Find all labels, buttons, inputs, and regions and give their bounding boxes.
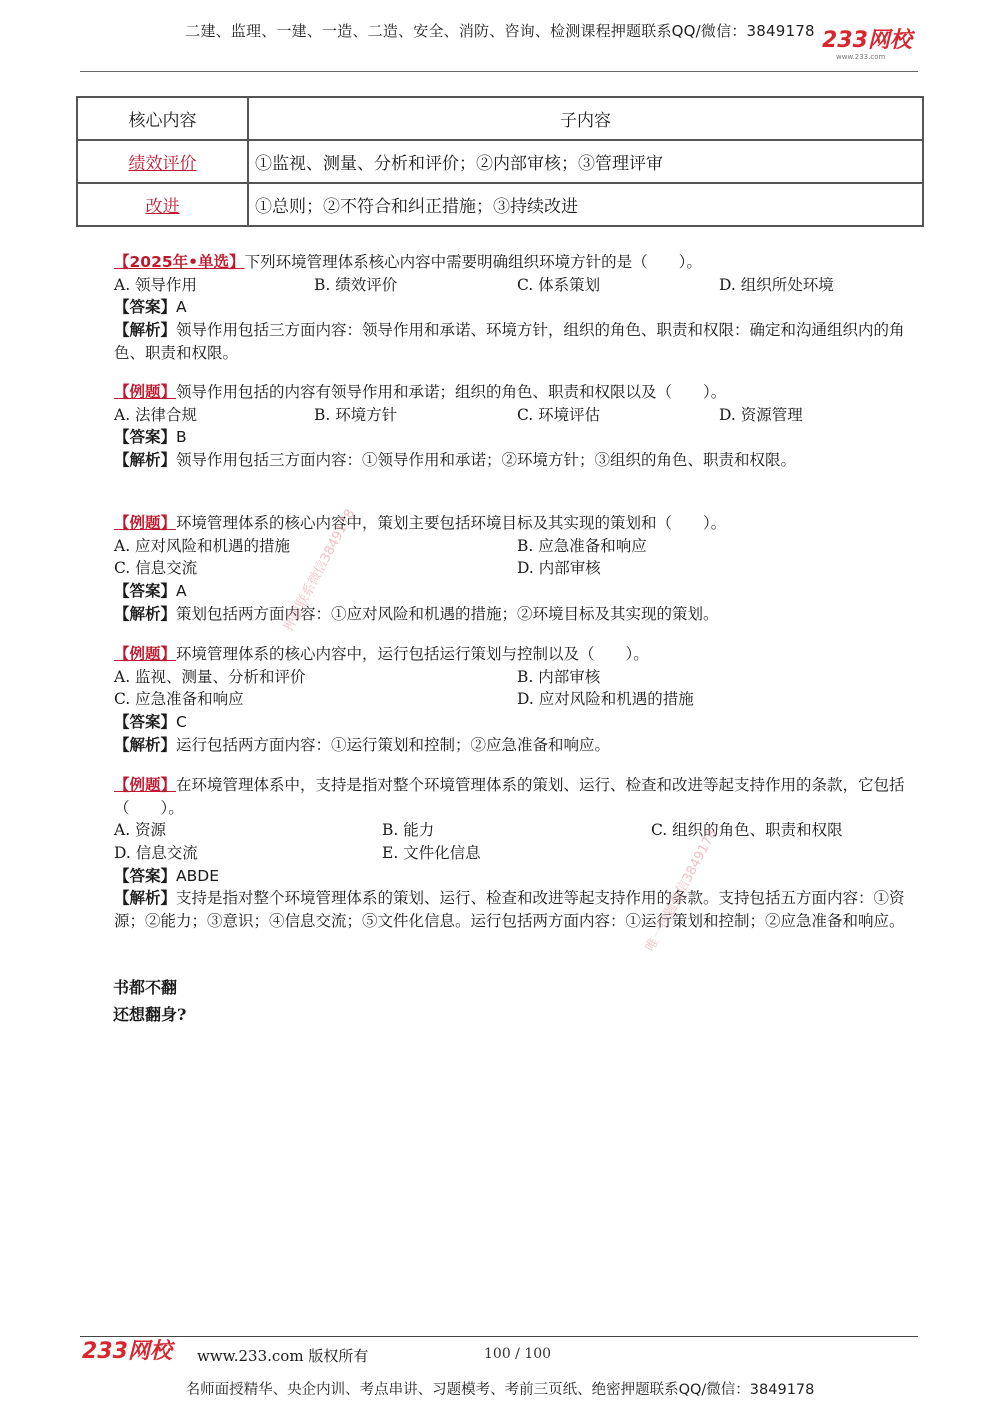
option: C. 信息交流 — [114, 559, 198, 578]
answer-value: ABDE — [176, 866, 219, 885]
watermark-text: 押题联系微信3849178 — [281, 506, 359, 634]
option: B. 能力 — [382, 821, 435, 840]
question-tag: 【例题】 — [114, 644, 177, 663]
answer-value: A — [176, 298, 187, 317]
option: A. 应对风险和机遇的措施 — [114, 536, 291, 555]
analysis-label: 【解析】 — [114, 320, 177, 340]
footer-logo: 233网校 — [82, 1339, 172, 1364]
option: D. 组织所处环境 — [719, 275, 834, 294]
options-row — [78, 688, 923, 711]
options-row — [78, 274, 923, 297]
question-tag: 【2025年•单选】 — [114, 253, 245, 271]
options-row — [78, 666, 923, 689]
table-header-row — [77, 97, 923, 140]
options-row — [78, 557, 923, 580]
brand-logo-url: www.233.com — [836, 53, 886, 61]
options-row — [78, 535, 923, 558]
footer-contact-text: 名师面授精华、央企内训、考点串讲、习题模考、考前三页纸、绝密押题联系QQ/微信：3849178 — [185, 1382, 815, 1398]
option: C. 组织的角色、职责和权限 — [651, 821, 843, 840]
footer-copyright: www.233.com 版权所有 — [197, 1347, 369, 1365]
analysis-label: 【解析】 — [114, 734, 177, 754]
answer-label: 【答案】 — [114, 712, 177, 732]
answer-value: B — [176, 428, 187, 447]
table-header-cell: 子内容 — [248, 97, 923, 140]
table-key-cell — [77, 183, 248, 226]
key-link[interactable]: 绩效评价 — [128, 154, 197, 174]
analysis-text: 支持是指对整个环境管理体系的策划、运行、检查和改进等起支持作用的条款。支持包括五方面内容：①资源；②能力；③意识；④信息交流；⑤文件化信息。运行包括两方面内容：①运行策划和控制；②应急准备和响应。 — [114, 889, 905, 931]
option: D. 应对风险和机遇的措施 — [517, 690, 694, 709]
core-content-table — [76, 96, 924, 227]
option: D. 内部审核 — [517, 559, 601, 578]
question-stem: 环境管理体系的核心内容中，运行包括运行策划与控制以及（ ）。 — [176, 645, 649, 663]
header-contact-text: 二建、监理、一建、一造、二造、安全、消防、咨询、检测课程押题联系QQ/微信：3849178 — [185, 22, 815, 40]
table-header-cell: 核心内容 — [77, 97, 248, 140]
question-tag: 【例题】 — [114, 775, 177, 794]
table-row — [77, 140, 923, 183]
question-block — [78, 774, 923, 933]
analysis-label: 【解析】 — [114, 603, 177, 623]
table-key-cell — [77, 140, 248, 183]
watermark-text: 唯一押题微信3849178 — [643, 826, 721, 954]
answer-label: 【答案】 — [114, 581, 177, 601]
analysis-text: 运行包括两方面内容：①运行策划和控制；②应急准备和响应。 — [176, 735, 611, 754]
analysis-label: 【解析】 — [114, 888, 177, 908]
answer-label: 【答案】 — [114, 865, 177, 885]
option: A. 监视、测量、分析和评价 — [114, 667, 306, 686]
option: C. 环境评估 — [517, 405, 601, 424]
key-link[interactable]: 改进 — [145, 197, 180, 217]
question-block — [78, 251, 923, 365]
option: B. 内部审核 — [517, 667, 601, 686]
options-row — [78, 842, 923, 865]
answer-label: 【答案】 — [114, 297, 177, 317]
option: D. 资源管理 — [719, 405, 803, 424]
options-row — [78, 404, 923, 427]
option: C. 应急准备和响应 — [114, 690, 244, 709]
answer-value: C — [176, 713, 187, 732]
question-block — [78, 512, 923, 625]
analysis-text: 领导作用包括三方面内容：领导作用和承诺、环境方针，组织的角色、职责和权限：确定和沟通组织内的角色、职责和权限。 — [114, 321, 905, 362]
question-stem: 环境管理体系的核心内容中，策划主要包括环境目标及其实现的策划和（ ）。 — [176, 514, 727, 532]
slogan-line: 书都不翻 — [113, 978, 178, 997]
option: B. 应急准备和响应 — [517, 536, 647, 555]
page-number: 100 / 100 — [484, 1346, 552, 1362]
question-block — [78, 381, 923, 472]
question-tag: 【例题】 — [114, 513, 177, 532]
question-stem: 在环境管理体系中，支持是指对整个环境管理体系的策划、运行、检查和改进等起支持作用的条款，它包括（ ）。 — [114, 776, 905, 817]
option: A. 领导作用 — [114, 275, 198, 294]
option: B. 绩效评价 — [314, 275, 398, 294]
table-row — [77, 183, 923, 226]
brand-logo: 233网校 — [822, 28, 912, 53]
answer-value: A — [176, 582, 187, 601]
footer-divider — [80, 1336, 918, 1337]
question-block — [78, 643, 923, 756]
analysis-text: 领导作用包括三方面内容：①领导作用和承诺；②环境方针；③组织的角色、职责和权限。 — [176, 451, 797, 470]
table-value-cell: ①监视、测量、分析和评价；②内部审核；③管理评审 — [248, 140, 923, 183]
question-stem: 领导作用包括的内容有领导作用和承诺；组织的角色、职责和权限以及（ ）。 — [176, 383, 727, 401]
analysis-label: 【解析】 — [114, 450, 177, 470]
option: C. 体系策划 — [517, 275, 601, 294]
option: A. 资源 — [114, 821, 167, 840]
option: D. 信息交流 — [114, 844, 198, 863]
option: B. 环境方针 — [314, 405, 398, 424]
options-row — [78, 819, 923, 842]
slogan-line: 还想翻身? — [113, 1005, 187, 1024]
answer-label: 【答案】 — [114, 427, 177, 447]
question-stem: 下列环境管理体系核心内容中需要明确组织环境方针的是（ ）。 — [244, 253, 702, 271]
analysis-text: 策划包括两方面内容：①应对风险和机遇的措施；②环境目标及其实现的策划。 — [176, 604, 719, 623]
option: A. 法律合规 — [114, 405, 198, 424]
table-value-cell: ①总则；②不符合和纠正措施；③持续改进 — [248, 183, 923, 226]
question-tag: 【例题】 — [114, 382, 177, 401]
header-divider — [80, 71, 918, 72]
option: E. 文件化信息 — [382, 844, 481, 863]
